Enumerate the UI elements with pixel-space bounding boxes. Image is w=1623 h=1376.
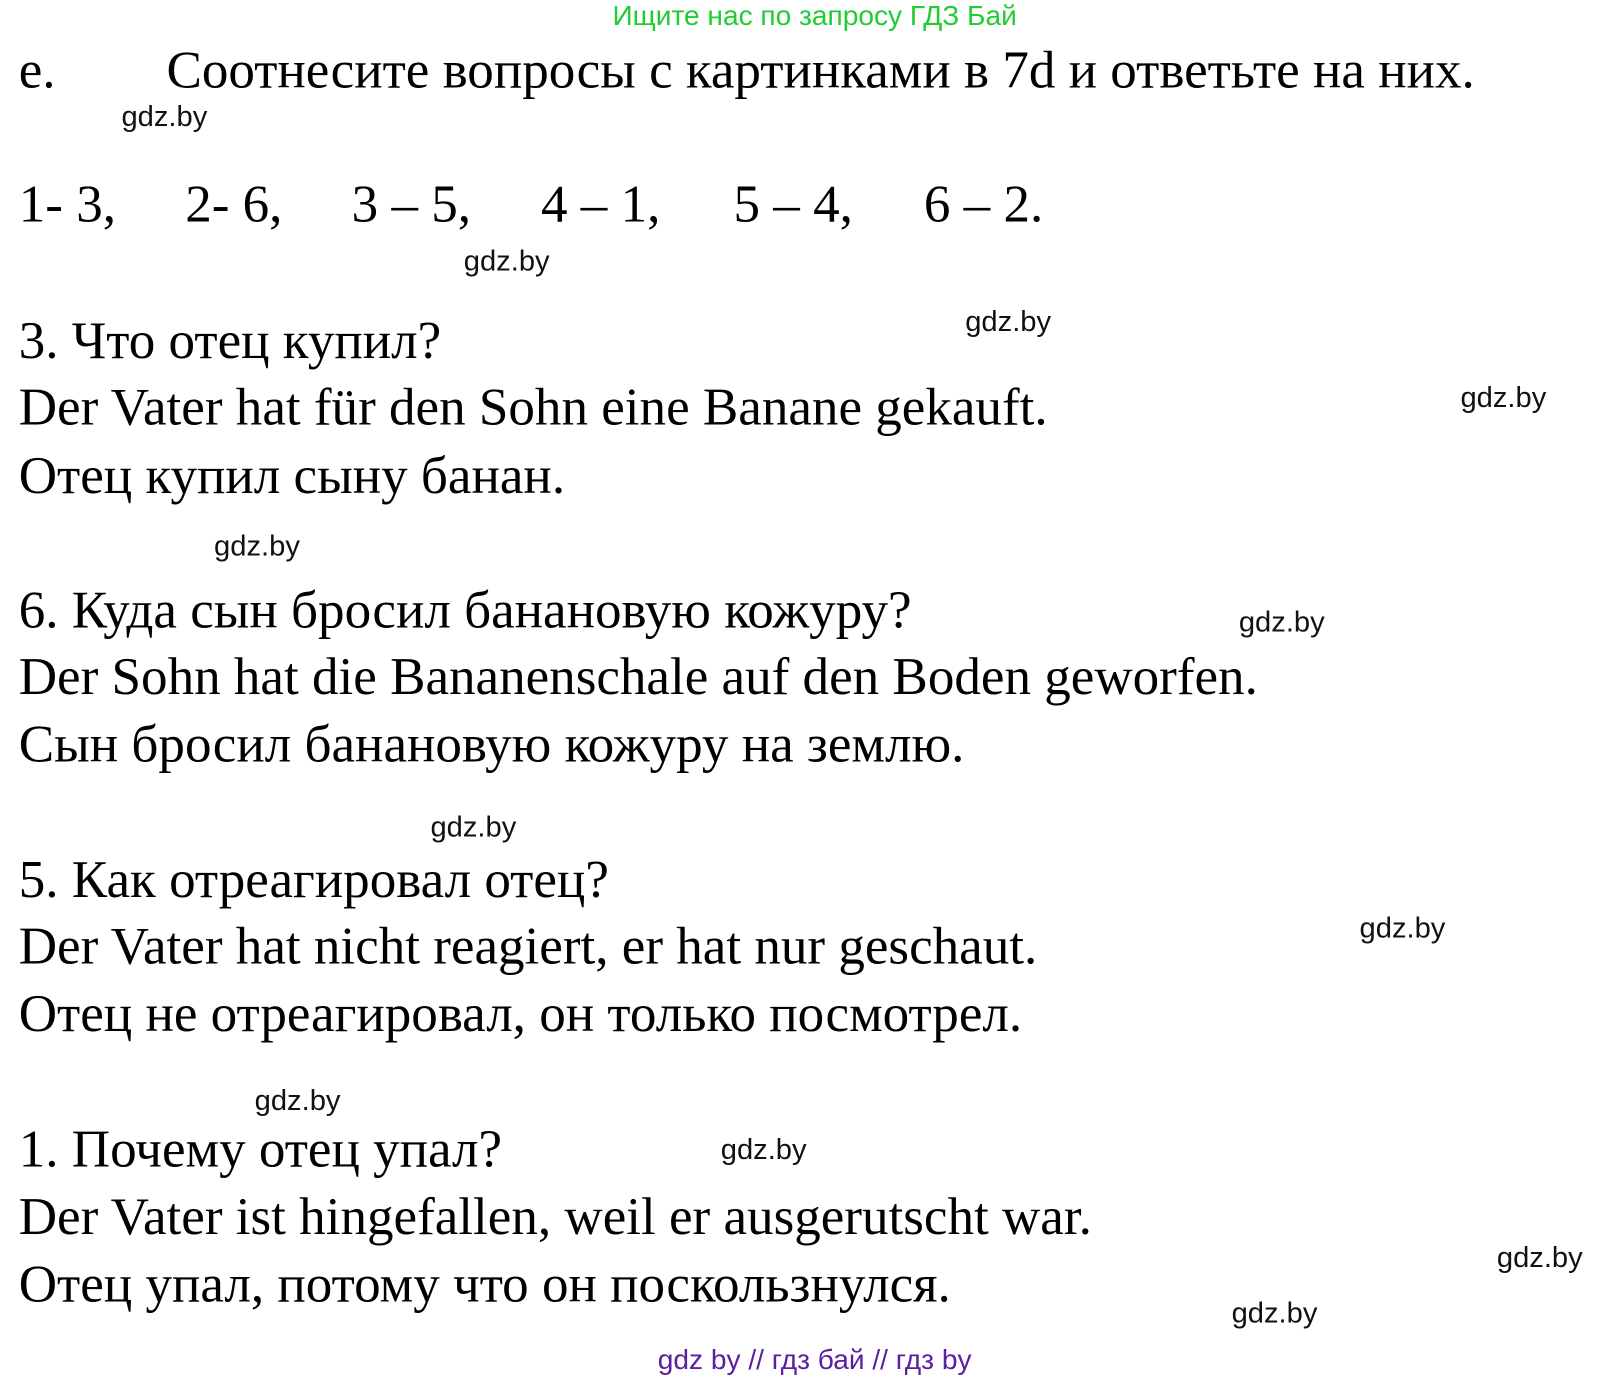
answer-russian: Отец не отреагировал, он только посмотрел. bbox=[18, 985, 1023, 1044]
watermark: gdz.by bbox=[1496, 1241, 1583, 1274]
match-item: 5 – 4, bbox=[733, 175, 853, 235]
watermark: gdz.by bbox=[1231, 1296, 1318, 1329]
question: 1. Почему отец упал? bbox=[18, 1120, 503, 1179]
answer-russian: Сын бросил банановую кожуру на землю. bbox=[18, 715, 965, 775]
footer-links[interactable]: gdz by // гдз бай // гдз by bbox=[657, 1344, 972, 1376]
question: 3. Что отец купил? bbox=[18, 312, 442, 371]
answer-russian: Отец купил сыну банан. bbox=[18, 447, 566, 506]
watermark: gdz.by bbox=[1359, 911, 1446, 944]
question: 5. Как отреагировал отец? bbox=[18, 851, 609, 910]
header-banner[interactable]: Ищите нас по запросу ГДЗ Бай bbox=[612, 0, 1017, 32]
match-item: 1- 3, bbox=[18, 175, 116, 235]
match-item: 6 – 2. bbox=[923, 175, 1044, 235]
watermark: gdz.by bbox=[430, 810, 517, 843]
answer-german: Der Sohn hat die Bananenschale auf den Boden geworfen. bbox=[18, 648, 1258, 707]
question: 6. Куда сын бросил банановую кожуру? bbox=[18, 581, 912, 640]
watermark: gdz.by bbox=[965, 304, 1052, 338]
watermark: gdz.by bbox=[121, 99, 208, 133]
match-item: 2- 6, bbox=[185, 175, 283, 235]
task-heading: Соотнесите вопросы с картинками в 7d и ответьте на них. bbox=[166, 41, 1475, 100]
answer-german: Der Vater ist hingefallen, weil er ausgerutscht war. bbox=[18, 1188, 1092, 1247]
watermark: gdz.by bbox=[720, 1132, 807, 1166]
answer-russian: Отец упал, потому что он поскользнулся. bbox=[18, 1255, 951, 1315]
match-item: 4 – 1, bbox=[541, 175, 661, 235]
watermark: gdz.by bbox=[214, 529, 300, 562]
watermark: gdz.by bbox=[463, 244, 550, 277]
answer-german: Der Vater hat für den Sohn eine Banane gekauft. bbox=[18, 378, 1048, 437]
watermark: gdz.by bbox=[1460, 380, 1547, 414]
task-letter: e. bbox=[18, 41, 56, 100]
watermark: gdz.by bbox=[1238, 605, 1325, 638]
match-item: 3 – 5, bbox=[351, 175, 472, 235]
answer-german: Der Vater hat nicht reagiert, er hat nur geschaut. bbox=[18, 917, 1038, 976]
watermark: gdz.by bbox=[254, 1084, 341, 1117]
